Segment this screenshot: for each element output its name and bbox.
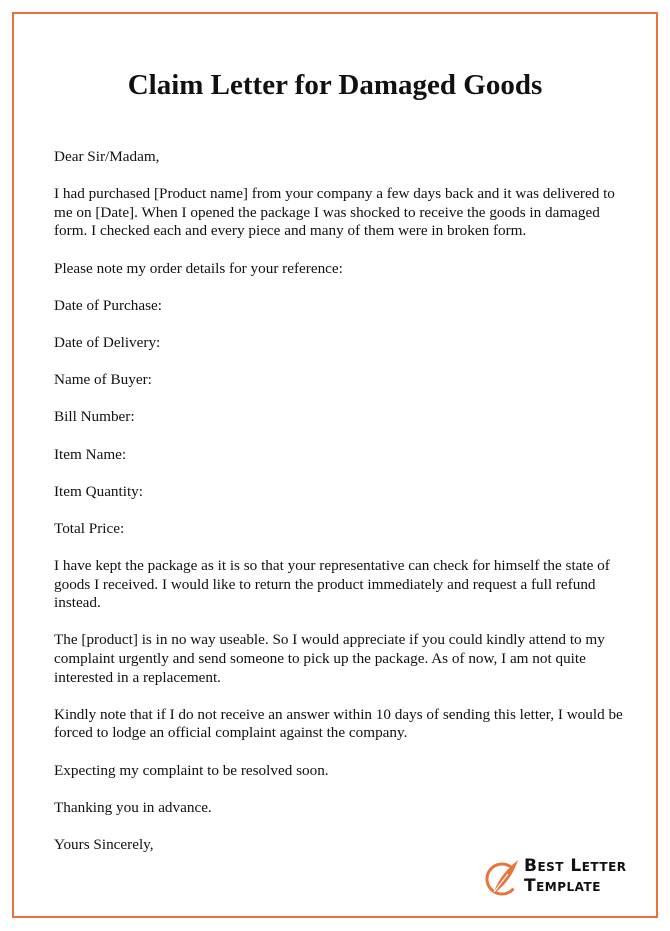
field-date-of-purchase: Date of Purchase:: [54, 296, 162, 314]
closing: Yours Sincerely,: [54, 835, 154, 853]
field-date-of-delivery: Date of Delivery:: [54, 333, 161, 351]
field-name-of-buyer: Name of Buyer:: [54, 371, 152, 389]
field-item-quantity: Item Quantity:: [54, 482, 143, 500]
field-total-price: Total Price:: [54, 519, 125, 537]
paragraph-deadline: Kindly note that if I do not receive an answer within 10 days of sending this letter, I would be forced to lodge an official complaint against the company.: [54, 705, 623, 742]
paragraph-expecting: Expecting my complaint to be resolved soon.: [54, 761, 329, 779]
page-title: Claim Letter for Damaged Goods: [127, 69, 543, 101]
quill-pen-icon: [484, 854, 524, 900]
paragraph-package-kept: I have kept the package as it is so that your representative can check for himself the state of goods I received. I would like to return the product immediately and request a full refund instead.: [54, 557, 610, 612]
letter-body: [54, 148, 634, 873]
salutation: Dear Sir/Madam,: [54, 148, 160, 165]
paragraph-thanks: Thanking you in advance.: [54, 798, 212, 816]
paragraph-product-unusable: The [product] is in no way useable. So I would appreciate if you could kindly attend to my complaint urgently and send someone to pick up the package. As of now, I am not quite interested in a replacement.: [54, 631, 605, 686]
logo-text-line2: Template: [524, 876, 601, 896]
paragraph-order-details: Please note my order details for your reference:: [54, 259, 343, 277]
field-bill-number: Bill Number:: [54, 408, 135, 426]
paragraph-intro: I had purchased [Product name] from your company a few days back and it was delivered to me on [Date]. When I opened the package I was shocked to receive the goods in damaged form. I checked each and every piece and many of them were in broken form.: [54, 185, 615, 240]
best-letter-template-logo: [484, 854, 634, 904]
field-item-name: Item Name:: [54, 445, 127, 463]
logo-text-line1: Best Letter: [524, 856, 627, 876]
